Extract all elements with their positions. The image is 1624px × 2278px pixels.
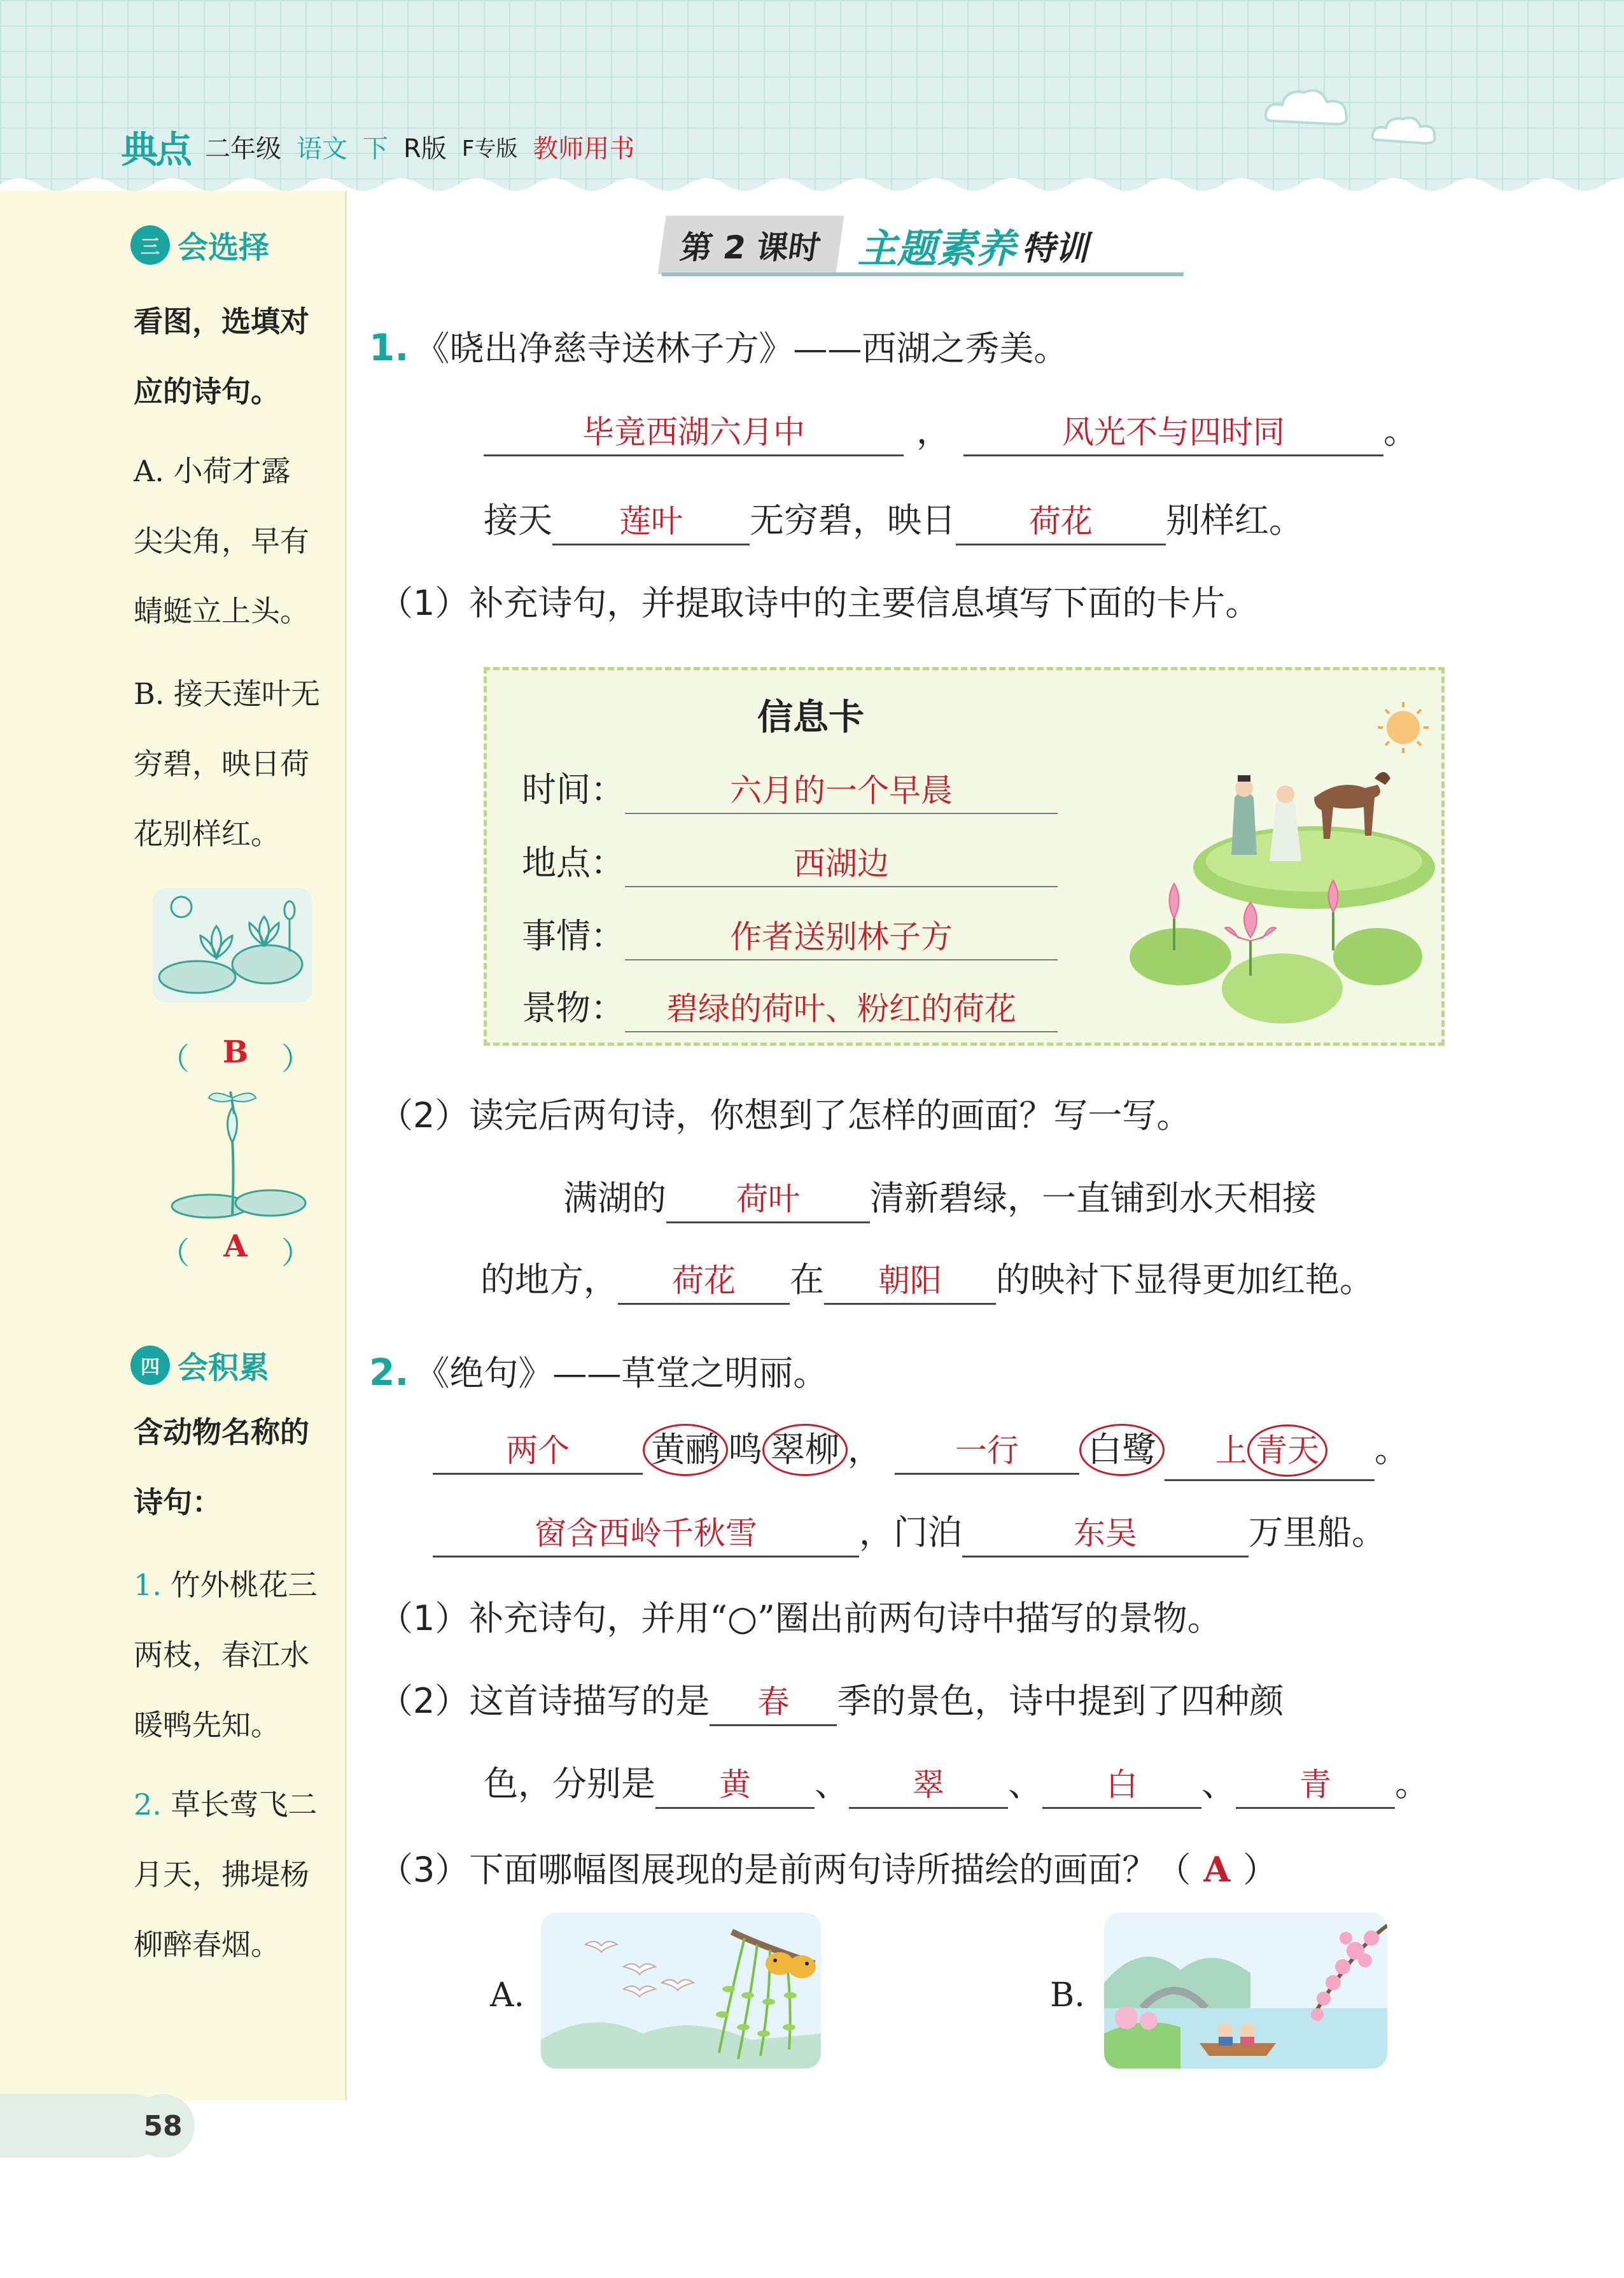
option-b-line: 穷碧，映日荷 bbox=[134, 747, 309, 781]
info-card-row bbox=[522, 763, 1058, 814]
option-a bbox=[134, 436, 344, 646]
grade-label: 二年级 bbox=[205, 134, 282, 164]
answer-blank: 荷花 bbox=[618, 1261, 790, 1305]
q1-poem-line-1 bbox=[484, 404, 1418, 456]
option-b-line: 花别样红。 bbox=[134, 817, 280, 851]
instruction-line: 看图，选填对 bbox=[134, 304, 309, 339]
option-a-line: 尖尖角，早有 bbox=[134, 524, 309, 558]
poem-text: 接天 bbox=[484, 500, 552, 540]
answer-blank: 莲叶 bbox=[552, 502, 750, 545]
answer-text: 满湖的 bbox=[563, 1178, 666, 1218]
q2-sub-3 bbox=[379, 1843, 1277, 1892]
info-value: 西湖边 bbox=[625, 844, 1058, 887]
poem-line: 月天，拂堤杨 bbox=[134, 1857, 309, 1892]
punctuation: 。 bbox=[1375, 1430, 1409, 1470]
answer-blank: 朝阳 bbox=[824, 1261, 996, 1305]
lesson-title bbox=[662, 213, 1088, 277]
q1-sub-1 bbox=[379, 576, 1259, 625]
circled-scenery: 青天 bbox=[1247, 1424, 1327, 1477]
answer-text: 在 bbox=[790, 1260, 824, 1300]
picture-b-boat-peach-blossoms bbox=[1104, 1913, 1387, 2069]
q1-sub-2-answer-line-2 bbox=[480, 1253, 1374, 1305]
punctuation: ， bbox=[916, 411, 951, 451]
sub-question-number: （3） bbox=[379, 1850, 470, 1890]
edition-label: R版 bbox=[403, 134, 447, 164]
cloud-icon bbox=[1368, 111, 1438, 150]
answer-blank: 青 bbox=[1236, 1765, 1395, 1809]
info-label: 事情： bbox=[522, 916, 625, 956]
option-a-line: A. 小荷才露 bbox=[134, 454, 291, 488]
instruction-line: 含动物名称的 bbox=[134, 1415, 309, 1449]
poem-line: 两枝，春江水 bbox=[134, 1638, 309, 1672]
q2-poem-line-1 bbox=[433, 1423, 1409, 1481]
sub-3-answer: A bbox=[1203, 1849, 1231, 1890]
sub-question-number: （1） bbox=[379, 583, 470, 623]
answer-2 bbox=[159, 1228, 312, 1272]
circled-scenery: 黄鹂 bbox=[643, 1424, 728, 1476]
lesson-title-underline bbox=[662, 272, 1184, 276]
poem-item-1 bbox=[134, 1550, 344, 1760]
question-number: 2. bbox=[369, 1351, 409, 1394]
answer-text: 的地方， bbox=[480, 1260, 618, 1300]
answer-blank: 春 bbox=[710, 1682, 837, 1726]
q2-sub-1 bbox=[379, 1591, 1222, 1640]
sub-question-text: 这首诗描写的是 bbox=[469, 1681, 710, 1721]
q2-sub-2 bbox=[379, 1674, 1284, 1726]
punctuation: 、 bbox=[815, 1764, 849, 1804]
cloud-icon bbox=[1260, 83, 1355, 134]
poem-line: 柳醉春烟。 bbox=[134, 1927, 280, 1962]
poem-line: 草长莺飞二 bbox=[171, 1787, 318, 1822]
circled-scenery: 翠柳 bbox=[762, 1424, 848, 1476]
poem-line: 竹外桃花三 bbox=[171, 1568, 318, 1602]
answer-blank: 翠 bbox=[849, 1765, 1008, 1809]
circled-scenery: 白鹭 bbox=[1079, 1424, 1165, 1476]
sub-question-text: 下面哪幅图展现的是前两句诗所描绘的画面？（ bbox=[469, 1850, 1191, 1890]
instruction-line: 诗句： bbox=[134, 1485, 221, 1519]
poem-text: ，门泊 bbox=[859, 1512, 962, 1552]
lesson-type: 特训 bbox=[1021, 229, 1088, 268]
q1-sub-2 bbox=[379, 1088, 1191, 1137]
item-number: 2. bbox=[134, 1787, 162, 1822]
answer-2-value: A bbox=[223, 1228, 248, 1264]
subject-label: 语文 bbox=[297, 134, 348, 164]
section-4-title bbox=[130, 1343, 269, 1387]
sub-question-number: （2） bbox=[379, 1095, 470, 1135]
lesson-theme: 主题素养 bbox=[857, 225, 1016, 272]
picture-a-label: A. bbox=[490, 1976, 525, 2014]
book-type-label: 教师用书 bbox=[533, 134, 635, 164]
page-number: 58 bbox=[131, 2094, 195, 2158]
paren-close: ） bbox=[281, 1041, 312, 1077]
question-2-text: 《绝句》——草堂之明丽。 bbox=[415, 1353, 828, 1393]
poem-item-2 bbox=[134, 1769, 344, 1979]
punctuation: 。 bbox=[1383, 411, 1418, 451]
sub-question-text: 色，分别是 bbox=[484, 1764, 655, 1804]
answer-blank: 窗含西岭千秋雪 bbox=[433, 1514, 859, 1557]
info-label: 景物： bbox=[522, 988, 625, 1028]
poem-line: 暖鸭先知。 bbox=[134, 1708, 280, 1742]
sub-question-number: （2） bbox=[379, 1681, 470, 1721]
answer-1 bbox=[159, 1034, 312, 1078]
answer-blank: 东吴 bbox=[962, 1514, 1249, 1557]
question-2-title bbox=[369, 1346, 827, 1395]
section-3-title bbox=[130, 223, 269, 267]
info-card bbox=[484, 667, 1445, 1046]
info-card-row bbox=[522, 836, 1058, 887]
info-value: 碧绿的荷叶、粉红的荷花 bbox=[625, 989, 1058, 1032]
info-card-title: 信息卡 bbox=[757, 697, 864, 738]
answer-blank: 两个 bbox=[433, 1431, 643, 1475]
sub-question-text: 补充诗句，并用“○”圈出前两句诗中描写的景物。 bbox=[469, 1598, 1222, 1638]
section-4-badge: 四 bbox=[130, 1346, 170, 1385]
sub-question-number: （1） bbox=[379, 1598, 470, 1638]
poem-text: 别样红。 bbox=[1166, 500, 1303, 540]
section-4-instruction bbox=[134, 1397, 344, 1537]
publisher-logo: 典点 bbox=[121, 128, 190, 171]
punctuation: 、 bbox=[1008, 1764, 1042, 1804]
special-label: F专版 bbox=[461, 136, 518, 162]
picture-b-label: B. bbox=[1050, 1976, 1085, 2014]
option-a-line: 蜻蜓立上头。 bbox=[134, 594, 309, 628]
punctuation: 。 bbox=[1395, 1764, 1429, 1804]
info-label: 地点： bbox=[522, 843, 625, 883]
paren-close: ） bbox=[281, 1235, 312, 1271]
answer-1-value: B bbox=[222, 1034, 249, 1070]
info-value: 作者送别林子方 bbox=[625, 917, 1058, 960]
q1-poem-line-2 bbox=[484, 493, 1303, 545]
q1-sub-2-answer-line-1 bbox=[563, 1171, 1317, 1223]
q2-sub-2-line-2 bbox=[484, 1757, 1429, 1809]
question-1-title bbox=[369, 321, 1068, 370]
answer-blank: 荷花 bbox=[956, 502, 1166, 545]
paren-open: （ bbox=[159, 1041, 190, 1077]
answer-blank: 荷叶 bbox=[666, 1179, 870, 1223]
answer-blank: 毕竟西湖六月中 bbox=[484, 412, 904, 456]
question-number: 1. bbox=[369, 326, 409, 369]
option-b-line: B. 接天莲叶无 bbox=[134, 677, 321, 711]
info-value: 六月的一个早晨 bbox=[625, 771, 1058, 814]
punctuation: ） bbox=[1243, 1850, 1278, 1890]
west-lake-farewell-illustration bbox=[1123, 683, 1435, 1039]
section-3-badge: 三 bbox=[130, 225, 170, 265]
answer-text: 上 bbox=[1215, 1432, 1247, 1469]
punctuation: ， bbox=[848, 1430, 882, 1470]
sub-question-text: 季的景色，诗中提到了四种颜 bbox=[837, 1681, 1284, 1721]
answer-blank bbox=[1165, 1424, 1375, 1481]
section-3-instruction bbox=[134, 286, 344, 426]
info-card-row bbox=[522, 981, 1058, 1032]
dragonfly-illustration bbox=[159, 1088, 312, 1222]
poem-text: 万里船。 bbox=[1249, 1512, 1386, 1552]
header-bar bbox=[121, 121, 634, 172]
punctuation: 、 bbox=[1201, 1764, 1236, 1804]
header-band bbox=[0, 0, 1624, 191]
lotus-pond-illustration bbox=[153, 888, 312, 1002]
answer-blank: 一行 bbox=[895, 1431, 1079, 1475]
info-label: 时间： bbox=[522, 770, 625, 810]
info-card-row bbox=[522, 909, 1058, 960]
volume-label: 下 bbox=[363, 134, 389, 164]
section-4-title-text: 会积累 bbox=[178, 1350, 270, 1386]
answer-text: 的映衬下显得更加红艳。 bbox=[996, 1260, 1374, 1300]
answer-blank: 黄 bbox=[655, 1765, 815, 1809]
option-b bbox=[134, 659, 344, 869]
q2-poem-line-2 bbox=[433, 1505, 1386, 1557]
paren-open: （ bbox=[159, 1235, 190, 1271]
sub-question-text: 读完后两句诗，你想到了怎样的画面？写一写。 bbox=[469, 1095, 1191, 1135]
answer-text: 清新碧绿，一直铺到水天相接 bbox=[870, 1178, 1317, 1218]
section-3-title-text: 会选择 bbox=[178, 230, 270, 265]
picture-a-orioles-willow-egrets bbox=[541, 1913, 821, 2069]
sub-question-text: 补充诗句，并提取诗中的主要信息填写下面的卡片。 bbox=[469, 583, 1260, 623]
instruction-line: 应的诗句。 bbox=[134, 374, 280, 409]
answer-blank: 风光不与四时同 bbox=[963, 412, 1383, 456]
answer-blank: 白 bbox=[1042, 1765, 1201, 1809]
poem-text: 鸣 bbox=[728, 1430, 762, 1470]
question-1-text: 《晓出净慈寺送林子方》——西湖之秀美。 bbox=[415, 328, 1068, 369]
item-number: 1. bbox=[134, 1568, 162, 1602]
lesson-number: 第 2 课时 bbox=[658, 216, 844, 274]
poem-text: 无穷碧，映日 bbox=[750, 500, 956, 540]
